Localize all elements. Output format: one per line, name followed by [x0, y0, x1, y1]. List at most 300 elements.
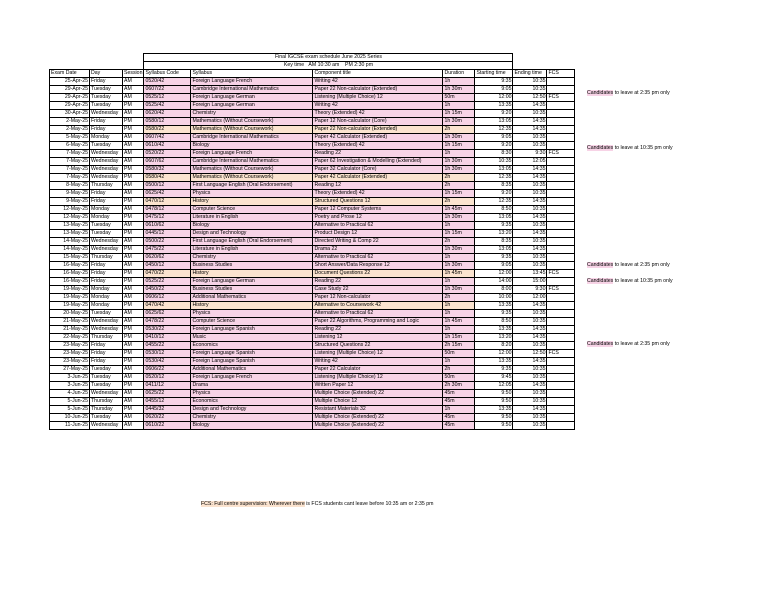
- table-row: [50, 214, 575, 222]
- ending-time-cell: 14:35: [513, 198, 547, 206]
- ending-time-cell: 14:35: [513, 230, 547, 238]
- starting-time-cell: 9:45: [475, 374, 513, 382]
- syllabus-cell: Business Studies: [191, 286, 313, 294]
- starting-time-cell: 9:50: [475, 390, 513, 398]
- fcs-cell: [547, 254, 575, 262]
- ending-time-cell: 14:35: [513, 126, 547, 134]
- fcs-cell: [547, 310, 575, 318]
- session-cell: PM: [123, 214, 144, 222]
- session-cell: PM: [123, 166, 144, 174]
- table-row: [50, 326, 575, 334]
- day-cell: Wednesday: [90, 318, 123, 326]
- starting-time-cell: 9:50: [475, 398, 513, 406]
- component-title-cell: Reading 22: [313, 326, 443, 334]
- exam-date-cell: 7-May-25: [50, 158, 90, 166]
- duration-cell: 1h 30m: [443, 166, 475, 174]
- exam-date-cell: 8-May-25: [50, 182, 90, 190]
- duration-cell: 1h 45m: [443, 318, 475, 326]
- syllabus-cell: Biology: [191, 142, 313, 150]
- syllabus-cell: Foreign Language French: [191, 78, 313, 86]
- session-cell: AM: [123, 158, 144, 166]
- fcs-cell: FCS: [547, 350, 575, 358]
- starting-time-cell: 12:35: [475, 198, 513, 206]
- starting-time-cell: 12:35: [475, 174, 513, 182]
- syllabus-cell: Physics: [191, 390, 313, 398]
- syllabus-code-cell: 0580/32: [144, 166, 191, 174]
- syllabus-code-cell: 0530/12: [144, 350, 191, 358]
- table-row: [50, 166, 575, 174]
- starting-time-cell: 9:50: [475, 422, 513, 430]
- fcs-cell: [547, 198, 575, 206]
- exam-date-cell: 23-May-25: [50, 342, 90, 350]
- syllabus-cell: Foreign Language French: [191, 374, 313, 382]
- session-cell: AM: [123, 422, 144, 430]
- day-cell: Tuesday: [90, 310, 123, 318]
- ending-time-cell: 14:35: [513, 382, 547, 390]
- session-cell: AM: [123, 142, 144, 150]
- session-cell: AM: [123, 182, 144, 190]
- syllabus-code-cell: 0610/62: [144, 222, 191, 230]
- day-cell: Monday: [90, 294, 123, 302]
- duration-cell: 45m: [443, 398, 475, 406]
- starting-time-cell: 10:00: [475, 294, 513, 302]
- syllabus-code-cell: 0620/62: [144, 254, 191, 262]
- exam-date-cell: 2-May-25: [50, 126, 90, 134]
- day-cell: Friday: [90, 358, 123, 366]
- header-fcs: FCS: [547, 70, 575, 78]
- table-row: [50, 206, 575, 214]
- fcs-cell: [547, 398, 575, 406]
- syllabus-cell: Drama: [191, 382, 313, 390]
- fcs-cell: [547, 142, 575, 150]
- table-row: [50, 198, 575, 206]
- day-cell: Thursday: [90, 334, 123, 342]
- ending-time-cell: 10:35: [513, 222, 547, 230]
- day-cell: Tuesday: [90, 366, 123, 374]
- syllabus-cell: Literature in English: [191, 214, 313, 222]
- duration-cell: 1h 30m: [443, 158, 475, 166]
- fcs-cell: [547, 110, 575, 118]
- syllabus-cell: Mathematics (Without Coursework): [191, 126, 313, 134]
- day-cell: Tuesday: [90, 102, 123, 110]
- day-cell: Wednesday: [90, 390, 123, 398]
- syllabus-code-cell: 0455/22: [144, 342, 191, 350]
- fcs-cell: [547, 246, 575, 254]
- session-cell: PM: [123, 302, 144, 310]
- syllabus-code-cell: 0445/32: [144, 406, 191, 414]
- ending-time-cell: 10:35: [513, 414, 547, 422]
- fcs-cell: [547, 302, 575, 310]
- duration-cell: 1h: [443, 150, 475, 158]
- header-day: Day: [90, 70, 123, 78]
- fcs-footnote-label: FCS: Full centre supervision: Wherever there: [201, 501, 305, 507]
- syllabus-cell: Economics: [191, 398, 313, 406]
- duration-cell: 1h 45m: [443, 206, 475, 214]
- duration-cell: 1h: [443, 278, 475, 286]
- table-row: [50, 310, 575, 318]
- exam-date-cell: 20-May-25: [50, 310, 90, 318]
- exam-date-cell: 29-Apr-25: [50, 94, 90, 102]
- ending-time-cell: 10:35: [513, 206, 547, 214]
- table-row: [50, 422, 575, 430]
- ending-time-cell: 14:35: [513, 246, 547, 254]
- duration-cell: 1h: [443, 406, 475, 414]
- syllabus-code-cell: 0625/22: [144, 390, 191, 398]
- fcs-cell: [547, 326, 575, 334]
- fcs-note-text: to leave at 2:35 pm only: [613, 340, 670, 347]
- syllabus-cell: Computer Science: [191, 318, 313, 326]
- syllabus-code-cell: 0520/22: [144, 150, 191, 158]
- starting-time-cell: 12:00: [475, 94, 513, 102]
- syllabus-cell: History: [191, 198, 313, 206]
- syllabus-code-cell: 0500/12: [144, 182, 191, 190]
- duration-cell: 2h: [443, 294, 475, 302]
- component-title-cell: Alternative to Practical 62: [313, 254, 443, 262]
- component-title-cell: Product Design 12: [313, 230, 443, 238]
- fcs-cell: [547, 294, 575, 302]
- header-syllabus: Syllabus: [191, 70, 313, 78]
- day-cell: Wednesday: [90, 326, 123, 334]
- syllabus-cell: Music: [191, 334, 313, 342]
- duration-cell: 2h: [443, 126, 475, 134]
- table-row: [50, 294, 575, 302]
- component-title-cell: Multiple Choice 12: [313, 398, 443, 406]
- table-row: [50, 358, 575, 366]
- exam-date-cell: 19-May-25: [50, 286, 90, 294]
- table-row: [50, 366, 575, 374]
- syllabus-code-cell: 0580/22: [144, 126, 191, 134]
- starting-time-cell: 14:00: [475, 278, 513, 286]
- syllabus-cell: Literature in English: [191, 246, 313, 254]
- component-title-cell: Drama 22: [313, 246, 443, 254]
- exam-date-cell: 16-May-25: [50, 270, 90, 278]
- table-row: [50, 158, 575, 166]
- fcs-note-candidates: Candidates: [587, 89, 614, 96]
- ending-time-cell: 10:35: [513, 254, 547, 262]
- duration-cell: 1h 15m: [443, 230, 475, 238]
- starting-time-cell: 12:35: [475, 126, 513, 134]
- fcs-cell: [547, 134, 575, 142]
- day-cell: Thursday: [90, 182, 123, 190]
- ending-time-cell: 12:50: [513, 350, 547, 358]
- syllabus-code-cell: 0580/12: [144, 118, 191, 126]
- syllabus-code-cell: 0525/42: [144, 102, 191, 110]
- fcs-cell: FCS: [547, 150, 575, 158]
- component-title-cell: Writing 42: [313, 358, 443, 366]
- exam-date-cell: 15-May-25: [50, 254, 90, 262]
- fcs-cell: [547, 214, 575, 222]
- schedule-title: Final IGCSE exam schedule June 2025 Series: [144, 54, 513, 62]
- day-cell: Monday: [90, 134, 123, 142]
- session-cell: PM: [123, 102, 144, 110]
- session-cell: PM: [123, 382, 144, 390]
- header-starting-time: Starting time: [475, 70, 513, 78]
- ending-time-cell: 10:35: [513, 374, 547, 382]
- fcs-cell: [547, 374, 575, 382]
- ending-time-cell: 14:35: [513, 166, 547, 174]
- ending-time-cell: 10:35: [513, 182, 547, 190]
- session-cell: AM: [123, 134, 144, 142]
- duration-cell: 45m: [443, 414, 475, 422]
- exam-date-cell: 21-May-25: [50, 326, 90, 334]
- duration-cell: 45m: [443, 390, 475, 398]
- starting-time-cell: 9:35: [475, 366, 513, 374]
- duration-cell: 50m: [443, 94, 475, 102]
- ending-time-cell: 10:35: [513, 238, 547, 246]
- ending-time-cell: 14:35: [513, 326, 547, 334]
- day-cell: Friday: [90, 78, 123, 86]
- duration-cell: 1h 15m: [443, 110, 475, 118]
- ending-time-cell: 10:35: [513, 342, 547, 350]
- component-title-cell: Written Paper 12: [313, 382, 443, 390]
- day-cell: Thursday: [90, 406, 123, 414]
- starting-time-cell: 9:35: [475, 310, 513, 318]
- exam-date-cell: 13-May-25: [50, 222, 90, 230]
- fcs-note: [587, 145, 673, 152]
- component-title-cell: Short Answer/Data Response 12: [313, 262, 443, 270]
- table-row: [50, 126, 575, 134]
- syllabus-cell: Economics: [191, 342, 313, 350]
- title-row: [50, 54, 575, 62]
- table-row: [50, 286, 575, 294]
- fcs-cell: [547, 334, 575, 342]
- syllabus-code-cell: 0610/22: [144, 422, 191, 430]
- fcs-cell: [547, 262, 575, 270]
- starting-time-cell: 9:35: [475, 222, 513, 230]
- fcs-cell: [547, 414, 575, 422]
- ending-time-cell: 14:35: [513, 214, 547, 222]
- fcs-note: [587, 278, 673, 285]
- fcs-cell: FCS: [547, 94, 575, 102]
- fcs-note: [587, 90, 670, 97]
- syllabus-code-cell: 0606/12: [144, 294, 191, 302]
- starting-time-cell: 8:50: [475, 318, 513, 326]
- syllabus-cell: Business Studies: [191, 262, 313, 270]
- starting-time-cell: 9:50: [475, 414, 513, 422]
- ending-time-cell: 10:35: [513, 142, 547, 150]
- starting-time-cell: 8:20: [475, 342, 513, 350]
- component-title-cell: Reading 12: [313, 182, 443, 190]
- exam-date-cell: 3-Jun-25: [50, 374, 90, 382]
- session-cell: PM: [123, 358, 144, 366]
- exam-date-cell: 29-Apr-25: [50, 86, 90, 94]
- session-cell: AM: [123, 86, 144, 94]
- syllabus-cell: Design and Technology: [191, 230, 313, 238]
- starting-time-cell: 8:35: [475, 182, 513, 190]
- syllabus-code-cell: 0445/12: [144, 230, 191, 238]
- starting-time-cell: 13:35: [475, 358, 513, 366]
- table-row: [50, 350, 575, 358]
- table-row: [50, 318, 575, 326]
- syllabus-code-cell: 0410/12: [144, 334, 191, 342]
- ending-time-cell: 10:35: [513, 134, 547, 142]
- session-cell: AM: [123, 150, 144, 158]
- day-cell: Wednesday: [90, 174, 123, 182]
- day-cell: Monday: [90, 302, 123, 310]
- fcs-cell: [547, 182, 575, 190]
- duration-cell: 1h 30m: [443, 286, 475, 294]
- table-row: [50, 262, 575, 270]
- ending-time-cell: 14:35: [513, 406, 547, 414]
- day-cell: Wednesday: [90, 110, 123, 118]
- exam-date-cell: 5-May-25: [50, 134, 90, 142]
- exam-date-cell: 23-May-25: [50, 358, 90, 366]
- day-cell: Friday: [90, 270, 123, 278]
- syllabus-code-cell: 0580/42: [144, 174, 191, 182]
- fcs-cell: FCS: [547, 270, 575, 278]
- table-row: [50, 246, 575, 254]
- day-cell: Friday: [90, 262, 123, 270]
- duration-cell: 1h: [443, 102, 475, 110]
- ending-time-cell: 10:35: [513, 422, 547, 430]
- starting-time-cell: 13:35: [475, 302, 513, 310]
- syllabus-cell: Mathematics (Without Coursework): [191, 166, 313, 174]
- syllabus-cell: Cambridge International Mathematics: [191, 86, 313, 94]
- exam-date-cell: 25-Apr-25: [50, 78, 90, 86]
- syllabus-code-cell: 0475/12: [144, 214, 191, 222]
- starting-time-cell: 8:50: [475, 206, 513, 214]
- syllabus-code-cell: 0620/42: [144, 110, 191, 118]
- fcs-cell: [547, 318, 575, 326]
- table-row: [50, 230, 575, 238]
- day-cell: Tuesday: [90, 222, 123, 230]
- day-cell: Wednesday: [90, 238, 123, 246]
- syllabus-code-cell: 0530/22: [144, 326, 191, 334]
- ending-time-cell: 14:35: [513, 334, 547, 342]
- ending-time-cell: 10:35: [513, 78, 547, 86]
- table-row: [50, 278, 575, 286]
- table-row: [50, 174, 575, 182]
- component-title-cell: Multiple Choice (Extended) 22: [313, 390, 443, 398]
- component-title-cell: Structured Questions 12: [313, 198, 443, 206]
- component-title-cell: Case Study 22: [313, 286, 443, 294]
- fcs-cell: [547, 206, 575, 214]
- day-cell: Tuesday: [90, 142, 123, 150]
- fcs-note-candidates: Candidates: [587, 262, 614, 269]
- duration-cell: 50m: [443, 374, 475, 382]
- component-title-cell: Theory (Extended) 42: [313, 110, 443, 118]
- exam-date-cell: 14-May-25: [50, 246, 90, 254]
- table-row: [50, 302, 575, 310]
- exam-date-cell: 6-May-25: [50, 142, 90, 150]
- duration-cell: 2h 15m: [443, 342, 475, 350]
- header-component-title: Component title: [313, 70, 443, 78]
- session-cell: PM: [123, 270, 144, 278]
- fcs-cell: [547, 86, 575, 94]
- syllabus-cell: History: [191, 270, 313, 278]
- ending-time-cell: 14:35: [513, 102, 547, 110]
- syllabus-cell: Computer Science: [191, 206, 313, 214]
- session-cell: PM: [123, 118, 144, 126]
- duration-cell: 45m: [443, 422, 475, 430]
- ending-time-cell: 13:45: [513, 270, 547, 278]
- exam-schedule-table: [49, 53, 575, 430]
- exam-date-cell: 3-Jun-25: [50, 382, 90, 390]
- syllabus-code-cell: 0455/12: [144, 398, 191, 406]
- fcs-cell: [547, 158, 575, 166]
- day-cell: Monday: [90, 206, 123, 214]
- component-title-cell: Listening (Multiple Choice) 12: [313, 94, 443, 102]
- component-title-cell: Theory (Extended) 42: [313, 142, 443, 150]
- starting-time-cell: 9:05: [475, 134, 513, 142]
- day-cell: Wednesday: [90, 158, 123, 166]
- syllabus-cell: Cambridge International Mathematics: [191, 158, 313, 166]
- fcs-cell: [547, 406, 575, 414]
- fcs-footnote-text: is FCS students cant leave before 10:35 am or 2:35 pm: [304, 501, 434, 507]
- duration-cell: 1h 30m: [443, 86, 475, 94]
- syllabus-cell: Foreign Language Spanish: [191, 326, 313, 334]
- table-row: [50, 134, 575, 142]
- exam-date-cell: 7-May-25: [50, 150, 90, 158]
- syllabus-code-cell: 0525/12: [144, 94, 191, 102]
- session-cell: AM: [123, 190, 144, 198]
- exam-date-cell: 2-May-25: [50, 118, 90, 126]
- syllabus-code-cell: 0607/62: [144, 158, 191, 166]
- ending-time-cell: 10:35: [513, 366, 547, 374]
- fcs-cell: [547, 238, 575, 246]
- table-row: [50, 142, 575, 150]
- exam-date-cell: 16-May-25: [50, 278, 90, 286]
- session-cell: AM: [123, 254, 144, 262]
- session-cell: AM: [123, 342, 144, 350]
- syllabus-cell: Biology: [191, 222, 313, 230]
- day-cell: Tuesday: [90, 382, 123, 390]
- syllabus-code-cell: 0530/42: [144, 358, 191, 366]
- day-cell: Tuesday: [90, 86, 123, 94]
- syllabus-cell: Mathematics (Without Coursework): [191, 118, 313, 126]
- fcs-note-candidates: Candidates: [587, 340, 614, 347]
- day-cell: Wednesday: [90, 166, 123, 174]
- duration-cell: 1h: [443, 222, 475, 230]
- syllabus-code-cell: 0478/22: [144, 318, 191, 326]
- table-row: [50, 374, 575, 382]
- syllabus-cell: Chemistry: [191, 414, 313, 422]
- syllabus-code-cell: 0606/22: [144, 366, 191, 374]
- syllabus-code-cell: 0470/12: [144, 198, 191, 206]
- syllabus-code-cell: 0525/22: [144, 278, 191, 286]
- table-row: [50, 270, 575, 278]
- syllabus-cell: History: [191, 302, 313, 310]
- day-cell: Friday: [90, 278, 123, 286]
- fcs-note-text: to leave at 2:35 pm only: [613, 89, 670, 96]
- syllabus-code-cell: 0478/12: [144, 206, 191, 214]
- component-title-cell: Paper 32 Calculator (Core): [313, 166, 443, 174]
- session-cell: PM: [123, 246, 144, 254]
- ending-time-cell: 10:35: [513, 318, 547, 326]
- exam-date-cell: 27-May-25: [50, 366, 90, 374]
- syllabus-cell: Additional Mathematics: [191, 366, 313, 374]
- component-title-cell: Paper 22 Non-calculator (Extended): [313, 86, 443, 94]
- day-cell: Wednesday: [90, 246, 123, 254]
- table-row: [50, 78, 575, 86]
- syllabus-code-cell: 0470/22: [144, 270, 191, 278]
- exam-date-cell: 14-May-25: [50, 238, 90, 246]
- exam-date-cell: 4-Jun-25: [50, 390, 90, 398]
- starting-time-cell: 13:05: [475, 246, 513, 254]
- starting-time-cell: 12:00: [475, 350, 513, 358]
- fcs-cell: [547, 366, 575, 374]
- day-cell: Wednesday: [90, 422, 123, 430]
- day-cell: Friday: [90, 190, 123, 198]
- duration-cell: 1h 30m: [443, 118, 475, 126]
- starting-time-cell: 8:35: [475, 238, 513, 246]
- exam-date-cell: 12-May-25: [50, 206, 90, 214]
- syllabus-code-cell: 0470/42: [144, 302, 191, 310]
- syllabus-code-cell: 0625/42: [144, 190, 191, 198]
- ending-time-cell: 10:35: [513, 310, 547, 318]
- exam-date-cell: 29-Apr-25: [50, 102, 90, 110]
- ending-time-cell: 12:50: [513, 94, 547, 102]
